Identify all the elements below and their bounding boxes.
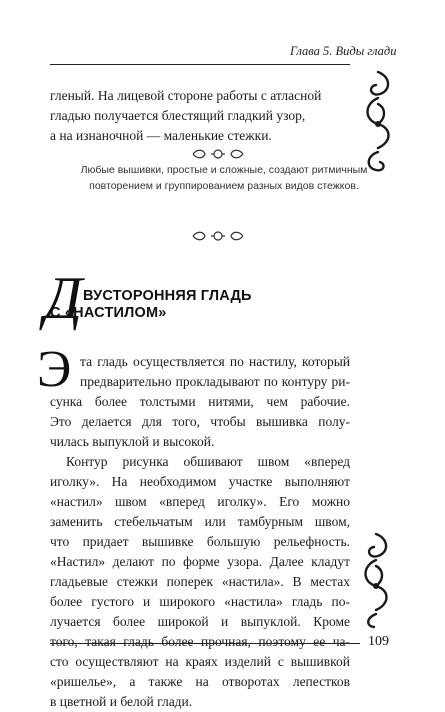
text-line: а на изнаночной — маленькие стежки. <box>50 128 272 143</box>
body-dropcap: Э <box>37 341 72 398</box>
epigraph-quote: Любые вышивки, простые и сложные, создают ритмичным повторением и группированием разных видов стежков. <box>80 164 368 192</box>
text-line: та гладь осуществляется по настилу, который <box>80 354 350 369</box>
divider-ornament-icon <box>173 148 263 160</box>
text-line: Это делается для того, чтобы вышивка полу- <box>50 414 350 429</box>
divider-ornament-icon <box>173 230 263 242</box>
text-line: гладьевые стежки поперек «настила». В местах <box>50 574 350 589</box>
text-line: иголку». На необходимом участке выполняют <box>50 474 350 489</box>
text-line: того, такая гладь более прочная, поэтому ее ча- <box>50 634 350 649</box>
text-line: заменить стебельчатым или тамбурным швом, <box>50 514 350 529</box>
header-rule <box>50 64 350 65</box>
text-line: в цветной и белой глади. <box>50 694 193 709</box>
text-line: чилась выпуклой и высокой. <box>50 434 215 449</box>
footer-rule <box>50 643 360 644</box>
text-line: «ришелье», а также на отворотах лепестков <box>50 674 350 689</box>
text-line: лучается более широкой и выпуклой. Кроме <box>50 614 350 629</box>
text-line: предварительно прокладывают по контуру ри- <box>80 374 350 389</box>
text-line: Контур рисунка обшивают швом «вперед <box>66 454 350 469</box>
text-line: «настил» швом «вперед иголку». Его можно <box>50 494 350 509</box>
text-line: сто осуществляют на краях изделий с вышивкой <box>50 654 350 669</box>
text-line: что придает вышивке большую рельефность. <box>50 534 350 549</box>
heading-line: ВУСТОРОННЯЯ ГЛАДЬ <box>83 288 252 304</box>
text-line: гладью получается блестящий гладкий узор, <box>50 108 306 123</box>
page-number: 109 <box>368 634 389 649</box>
chapter-title: Глава 5. Виды глади <box>290 44 397 58</box>
continued-paragraph <box>50 86 350 146</box>
text-line: сунка более толстыми нитями, чем рабочие. <box>50 394 350 409</box>
text-line: более густого и широкого «настила» гладь по- <box>50 594 350 609</box>
text-line: «Настил» делают по форме узора. Далее кладут <box>50 554 350 569</box>
text-line: гленый. На лицевой стороне работы с атласной <box>50 88 322 103</box>
heading-dropcap: Д <box>44 265 83 331</box>
ornament-swirl-icon <box>354 530 398 630</box>
heading-line: С «НАСТИЛОМ» <box>50 305 167 321</box>
